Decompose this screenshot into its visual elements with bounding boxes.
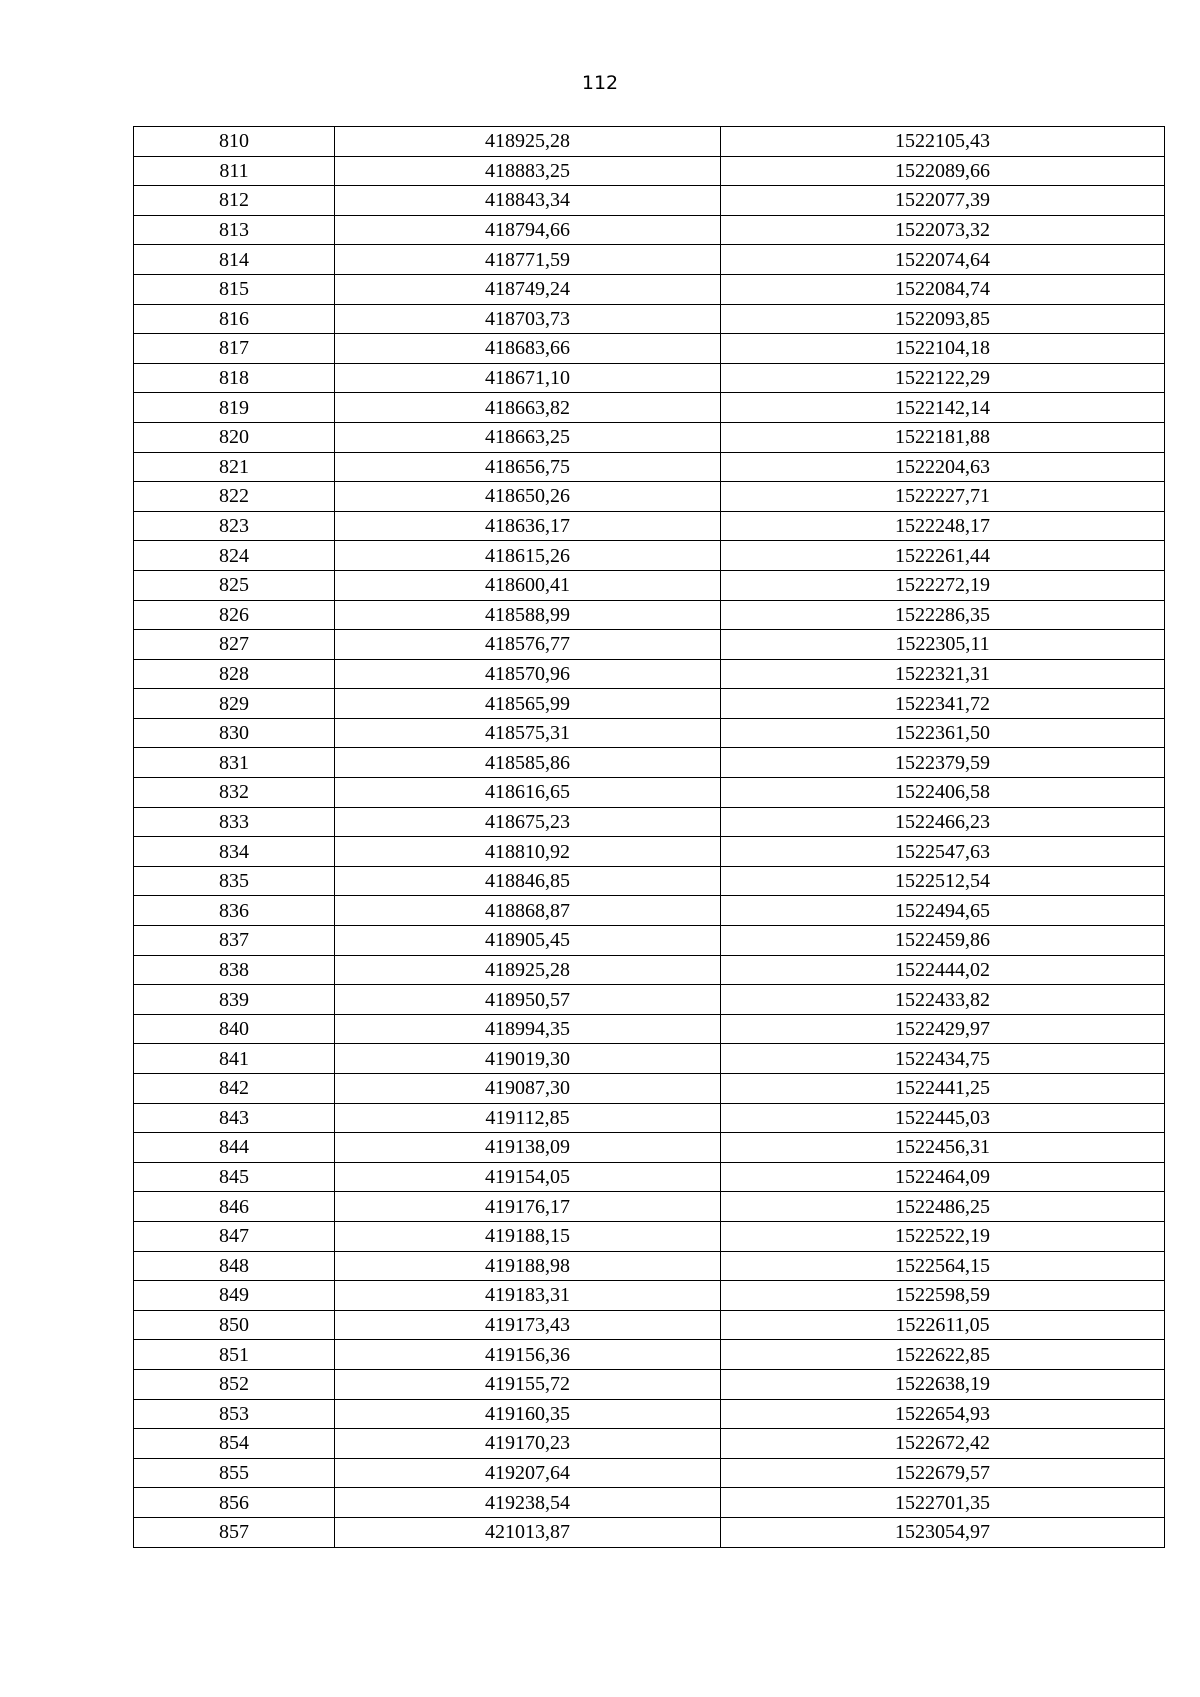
table-row — [134, 156, 1165, 186]
table-row — [134, 274, 1165, 304]
y-coordinate-cell: 1522611,05 — [721, 1310, 1165, 1340]
x-coordinate-cell: 418616,65 — [335, 778, 721, 808]
point-number-cell: 855 — [134, 1458, 335, 1488]
x-coordinate-cell: 418600,41 — [335, 570, 721, 600]
table-row — [134, 1192, 1165, 1222]
point-number-cell: 834 — [134, 837, 335, 867]
point-number-cell: 849 — [134, 1281, 335, 1311]
coordinates-table — [133, 126, 1165, 1548]
point-number-cell: 845 — [134, 1162, 335, 1192]
x-coordinate-cell: 419188,98 — [335, 1251, 721, 1281]
y-coordinate-cell: 1522441,25 — [721, 1074, 1165, 1104]
x-coordinate-cell: 418846,85 — [335, 866, 721, 896]
x-coordinate-cell: 419155,72 — [335, 1369, 721, 1399]
table-row — [134, 422, 1165, 452]
table-row — [134, 689, 1165, 719]
point-number-cell: 815 — [134, 274, 335, 304]
point-number-cell: 829 — [134, 689, 335, 719]
x-coordinate-cell: 419019,30 — [335, 1044, 721, 1074]
table-row — [134, 630, 1165, 660]
y-coordinate-cell: 1522512,54 — [721, 866, 1165, 896]
y-coordinate-cell: 1522286,35 — [721, 600, 1165, 630]
y-coordinate-cell: 1522406,58 — [721, 778, 1165, 808]
y-coordinate-cell: 1523054,97 — [721, 1517, 1165, 1547]
x-coordinate-cell: 418994,35 — [335, 1014, 721, 1044]
point-number-cell: 854 — [134, 1429, 335, 1459]
table-row — [134, 1310, 1165, 1340]
table-row — [134, 1458, 1165, 1488]
y-coordinate-cell: 1522321,31 — [721, 659, 1165, 689]
point-number-cell: 833 — [134, 807, 335, 837]
point-number-cell: 827 — [134, 630, 335, 660]
y-coordinate-cell: 1522564,15 — [721, 1251, 1165, 1281]
y-coordinate-cell: 1522522,19 — [721, 1221, 1165, 1251]
x-coordinate-cell: 418950,57 — [335, 985, 721, 1015]
y-coordinate-cell: 1522464,09 — [721, 1162, 1165, 1192]
coordinates-table-body — [134, 127, 1165, 1548]
point-number-cell: 830 — [134, 718, 335, 748]
point-number-cell: 814 — [134, 245, 335, 275]
x-coordinate-cell: 419188,15 — [335, 1221, 721, 1251]
y-coordinate-cell: 1522181,88 — [721, 422, 1165, 452]
x-coordinate-cell: 418925,28 — [335, 127, 721, 157]
point-number-cell: 824 — [134, 541, 335, 571]
y-coordinate-cell: 1522434,75 — [721, 1044, 1165, 1074]
table-row — [134, 1133, 1165, 1163]
x-coordinate-cell: 418794,66 — [335, 215, 721, 245]
point-number-cell: 841 — [134, 1044, 335, 1074]
y-coordinate-cell: 1522622,85 — [721, 1340, 1165, 1370]
x-coordinate-cell: 418843,34 — [335, 186, 721, 216]
x-coordinate-cell: 418925,28 — [335, 955, 721, 985]
y-coordinate-cell: 1522494,65 — [721, 896, 1165, 926]
table-row — [134, 541, 1165, 571]
table-row — [134, 215, 1165, 245]
x-coordinate-cell: 419156,36 — [335, 1340, 721, 1370]
table-row — [134, 600, 1165, 630]
x-coordinate-cell: 418749,24 — [335, 274, 721, 304]
x-coordinate-cell: 418810,92 — [335, 837, 721, 867]
y-coordinate-cell: 1522261,44 — [721, 541, 1165, 571]
table-row — [134, 511, 1165, 541]
x-coordinate-cell: 418703,73 — [335, 304, 721, 334]
point-number-cell: 816 — [134, 304, 335, 334]
point-number-cell: 843 — [134, 1103, 335, 1133]
x-coordinate-cell: 418588,99 — [335, 600, 721, 630]
table-row — [134, 1340, 1165, 1370]
x-coordinate-cell: 418565,99 — [335, 689, 721, 719]
x-coordinate-cell: 419112,85 — [335, 1103, 721, 1133]
table-row — [134, 985, 1165, 1015]
x-coordinate-cell: 419207,64 — [335, 1458, 721, 1488]
y-coordinate-cell: 1522445,03 — [721, 1103, 1165, 1133]
point-number-cell: 839 — [134, 985, 335, 1015]
table-row — [134, 1399, 1165, 1429]
point-number-cell: 850 — [134, 1310, 335, 1340]
table-row — [134, 127, 1165, 157]
y-coordinate-cell: 1522486,25 — [721, 1192, 1165, 1222]
y-coordinate-cell: 1522638,19 — [721, 1369, 1165, 1399]
point-number-cell: 847 — [134, 1221, 335, 1251]
y-coordinate-cell: 1522701,35 — [721, 1488, 1165, 1518]
x-coordinate-cell: 419160,35 — [335, 1399, 721, 1429]
point-number-cell: 811 — [134, 156, 335, 186]
table-row — [134, 482, 1165, 512]
y-coordinate-cell: 1522341,72 — [721, 689, 1165, 719]
table-row — [134, 1488, 1165, 1518]
point-number-cell: 832 — [134, 778, 335, 808]
y-coordinate-cell: 1522466,23 — [721, 807, 1165, 837]
y-coordinate-cell: 1522547,63 — [721, 837, 1165, 867]
table-row — [134, 334, 1165, 364]
page-number: 112 — [581, 72, 619, 94]
point-number-cell: 825 — [134, 570, 335, 600]
y-coordinate-cell: 1522679,57 — [721, 1458, 1165, 1488]
y-coordinate-cell: 1522084,74 — [721, 274, 1165, 304]
table-row — [134, 1074, 1165, 1104]
y-coordinate-cell: 1522122,29 — [721, 363, 1165, 393]
y-coordinate-cell: 1522089,66 — [721, 156, 1165, 186]
point-number-cell: 840 — [134, 1014, 335, 1044]
point-number-cell: 836 — [134, 896, 335, 926]
x-coordinate-cell: 418636,17 — [335, 511, 721, 541]
table-row — [134, 926, 1165, 956]
y-coordinate-cell: 1522248,17 — [721, 511, 1165, 541]
table-row — [134, 1517, 1165, 1547]
point-number-cell: 812 — [134, 186, 335, 216]
point-number-cell: 823 — [134, 511, 335, 541]
y-coordinate-cell: 1522077,39 — [721, 186, 1165, 216]
point-number-cell: 819 — [134, 393, 335, 423]
y-coordinate-cell: 1522093,85 — [721, 304, 1165, 334]
point-number-cell: 842 — [134, 1074, 335, 1104]
table-row — [134, 659, 1165, 689]
y-coordinate-cell: 1522429,97 — [721, 1014, 1165, 1044]
y-coordinate-cell: 1522074,64 — [721, 245, 1165, 275]
point-number-cell: 848 — [134, 1251, 335, 1281]
table-row — [134, 807, 1165, 837]
x-coordinate-cell: 419183,31 — [335, 1281, 721, 1311]
y-coordinate-cell: 1522204,63 — [721, 452, 1165, 482]
point-number-cell: 813 — [134, 215, 335, 245]
x-coordinate-cell: 418671,10 — [335, 363, 721, 393]
y-coordinate-cell: 1522433,82 — [721, 985, 1165, 1015]
point-number-cell: 831 — [134, 748, 335, 778]
point-number-cell: 851 — [134, 1340, 335, 1370]
table-row — [134, 186, 1165, 216]
x-coordinate-cell: 419087,30 — [335, 1074, 721, 1104]
y-coordinate-cell: 1522104,18 — [721, 334, 1165, 364]
point-number-cell: 822 — [134, 482, 335, 512]
x-coordinate-cell: 418575,31 — [335, 718, 721, 748]
y-coordinate-cell: 1522073,32 — [721, 215, 1165, 245]
y-coordinate-cell: 1522672,42 — [721, 1429, 1165, 1459]
table-row — [134, 778, 1165, 808]
x-coordinate-cell: 418771,59 — [335, 245, 721, 275]
table-row — [134, 304, 1165, 334]
y-coordinate-cell: 1522379,59 — [721, 748, 1165, 778]
x-coordinate-cell: 419176,17 — [335, 1192, 721, 1222]
table-row — [134, 748, 1165, 778]
point-number-cell: 856 — [134, 1488, 335, 1518]
x-coordinate-cell: 418663,82 — [335, 393, 721, 423]
x-coordinate-cell: 418615,26 — [335, 541, 721, 571]
x-coordinate-cell: 419173,43 — [335, 1310, 721, 1340]
x-coordinate-cell: 418663,25 — [335, 422, 721, 452]
table-row — [134, 955, 1165, 985]
point-number-cell: 810 — [134, 127, 335, 157]
point-number-cell: 828 — [134, 659, 335, 689]
y-coordinate-cell: 1522459,86 — [721, 926, 1165, 956]
table-row — [134, 393, 1165, 423]
x-coordinate-cell: 418576,77 — [335, 630, 721, 660]
point-number-cell: 821 — [134, 452, 335, 482]
table-row — [134, 866, 1165, 896]
y-coordinate-cell: 1522598,59 — [721, 1281, 1165, 1311]
table-row — [134, 570, 1165, 600]
point-number-cell: 846 — [134, 1192, 335, 1222]
x-coordinate-cell: 419170,23 — [335, 1429, 721, 1459]
table-row — [134, 1221, 1165, 1251]
x-coordinate-cell: 418905,45 — [335, 926, 721, 956]
x-coordinate-cell: 421013,87 — [335, 1517, 721, 1547]
point-number-cell: 826 — [134, 600, 335, 630]
point-number-cell: 837 — [134, 926, 335, 956]
x-coordinate-cell: 418883,25 — [335, 156, 721, 186]
y-coordinate-cell: 1522272,19 — [721, 570, 1165, 600]
table-row — [134, 896, 1165, 926]
y-coordinate-cell: 1522142,14 — [721, 393, 1165, 423]
point-number-cell: 835 — [134, 866, 335, 896]
x-coordinate-cell: 418683,66 — [335, 334, 721, 364]
x-coordinate-cell: 419154,05 — [335, 1162, 721, 1192]
x-coordinate-cell: 418570,96 — [335, 659, 721, 689]
y-coordinate-cell: 1522361,50 — [721, 718, 1165, 748]
point-number-cell: 818 — [134, 363, 335, 393]
table-row — [134, 1103, 1165, 1133]
table-row — [134, 245, 1165, 275]
table-row — [134, 1281, 1165, 1311]
table-row — [134, 718, 1165, 748]
y-coordinate-cell: 1522105,43 — [721, 127, 1165, 157]
table-row — [134, 1044, 1165, 1074]
x-coordinate-cell: 418656,75 — [335, 452, 721, 482]
point-number-cell: 853 — [134, 1399, 335, 1429]
point-number-cell: 844 — [134, 1133, 335, 1163]
table-row — [134, 1251, 1165, 1281]
x-coordinate-cell: 418585,86 — [335, 748, 721, 778]
x-coordinate-cell: 418868,87 — [335, 896, 721, 926]
point-number-cell: 820 — [134, 422, 335, 452]
point-number-cell: 852 — [134, 1369, 335, 1399]
table-row — [134, 452, 1165, 482]
x-coordinate-cell: 419138,09 — [335, 1133, 721, 1163]
table-row — [134, 1429, 1165, 1459]
x-coordinate-cell: 418675,23 — [335, 807, 721, 837]
x-coordinate-cell: 418650,26 — [335, 482, 721, 512]
point-number-cell: 838 — [134, 955, 335, 985]
table-row — [134, 363, 1165, 393]
y-coordinate-cell: 1522444,02 — [721, 955, 1165, 985]
x-coordinate-cell: 419238,54 — [335, 1488, 721, 1518]
point-number-cell: 817 — [134, 334, 335, 364]
point-number-cell: 857 — [134, 1517, 335, 1547]
y-coordinate-cell: 1522654,93 — [721, 1399, 1165, 1429]
table-row — [134, 1014, 1165, 1044]
y-coordinate-cell: 1522305,11 — [721, 630, 1165, 660]
y-coordinate-cell: 1522456,31 — [721, 1133, 1165, 1163]
y-coordinate-cell: 1522227,71 — [721, 482, 1165, 512]
table-row — [134, 1369, 1165, 1399]
table-row — [134, 837, 1165, 867]
table-row — [134, 1162, 1165, 1192]
